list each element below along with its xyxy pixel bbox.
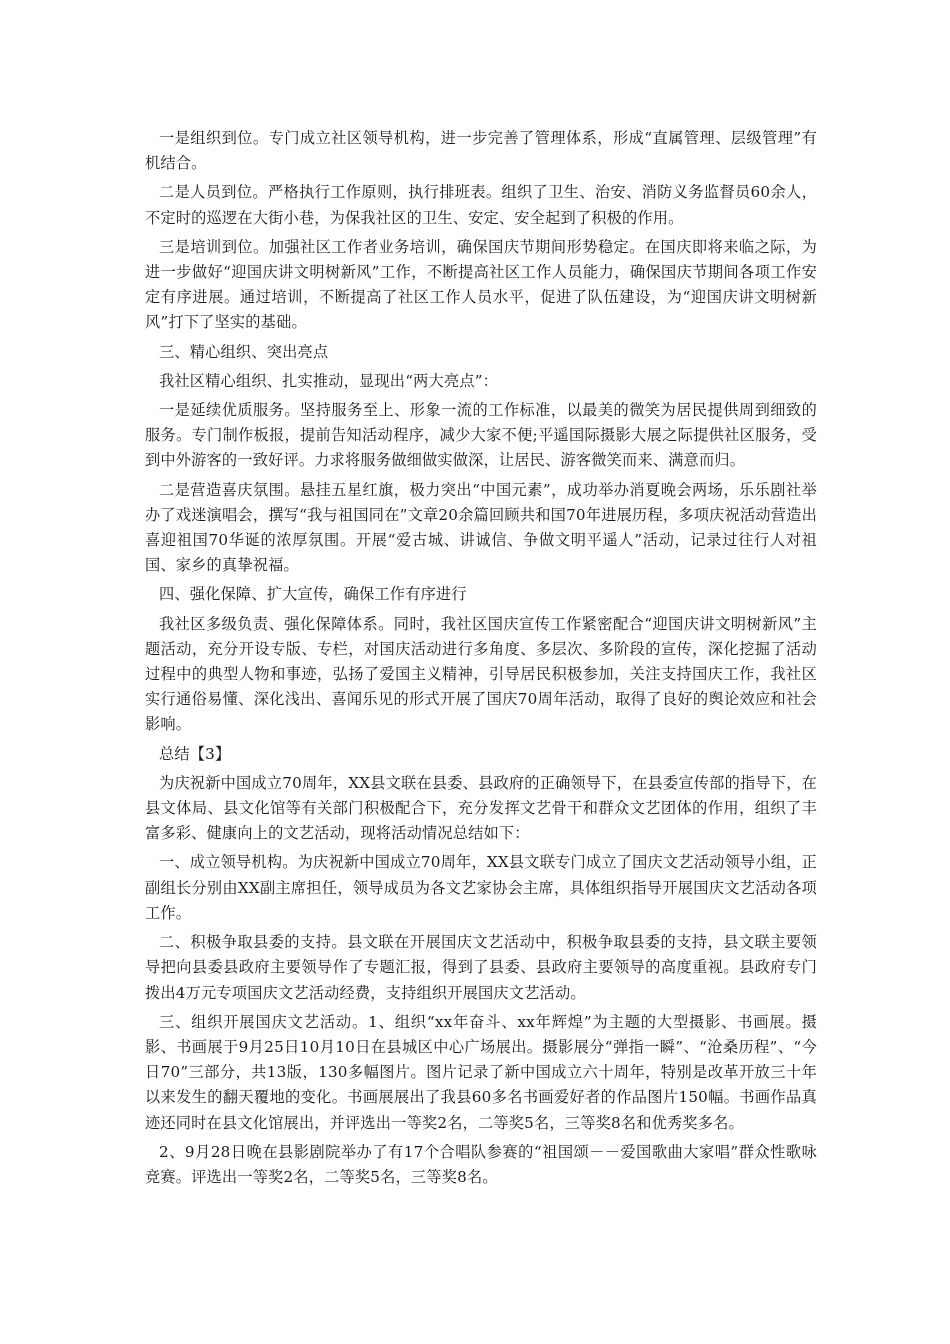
paragraph-leadership: 一、成立领导机构。为庆祝新中国成立70周年，XX县文联专门成立了国庆文艺活动领导小组，正副组长分别由XX副主席担任，领导成员为各文艺家协会主席，具体组织指导开展国庆文艺活动各项工作。 bbox=[145, 853, 817, 922]
section-heading-4: 四、强化保障、扩大宣传，确保工作有序进行 bbox=[159, 585, 467, 604]
summary-heading: 总结【3】 bbox=[159, 744, 231, 763]
paragraph-festive-atmosphere: 二是营造喜庆氛围。悬挂五星红旗，极力突出“中国元素”，成功举办消夏晚会两场，乐乐剧社举办了戏迷演唱会，撰写“我与祖国同在”文章20余篇回顾共和国70年进展历程，多项庆祝活动营造出喜迎祖国70华诞的浓厚氛围。开展“爱古城、讲诚信、争做文明平遥人”活动，记录过往行人对祖国、家乡的真挚祝福。 bbox=[145, 480, 817, 575]
section-heading-3: 三、精心组织、突出亮点 bbox=[159, 342, 329, 361]
paragraph-county-support: 二、积极争取县委的支持。县文联在开展国庆文艺活动中，积极争取县委的支持，县文联主要领导把向县委县政府主要领导作了专题汇报，得到了县委、县政府主要领导的高度重视。县政府专门拨出4万元专项国庆文艺活动经费，支持组织开展国庆文艺活动。 bbox=[145, 933, 817, 1002]
paragraph-art-activities: 三、组织开展国庆文艺活动。1、组织“xx年奋斗、xx年辉煌”为主题的大型摄影、书画展。摄影、书画展于9月25日10月10日在县城区中心广场展出。摄影展分“弹指一瞬”、“沧桑历程”、“今日70”三部分，共13版，130多幅图片。图片记录了新中国成立六十周年，特别是改革开放三十年以来发生的翻天覆地的变化。书画展展出了我县60多名书画爱好者的作品图片150幅。书画作品真迹还同时在县文化馆展出，并评选出一等奖2名，二等奖5名，三等奖8名和优秀奖多名。 bbox=[145, 1012, 817, 1132]
paragraph-training: 三是培训到位。加强社区工作者业务培训，确保国庆节期间形势稳定。在国庆即将来临之际，为进一步做好“迎国庆讲文明树新风”工作，不断提高社区工作人员能力，确保国庆节期间各项工作安定有序进展。通过培训，不断提高了社区工作人员水平，促进了队伍建设，为“迎国庆讲文明树新风”打下了坚实的基础。 bbox=[145, 237, 817, 332]
paragraph-publicity: 我社区多级负责、强化保障体系。同时，我社区国庆宣传工作紧密配合“迎国庆讲文明树新风”主题活动，充分开设专版、专栏，对国庆活动进行多角度、多层次、多阶段的宣传，深化挖掘了活动过程中的典型人物和事迹，弘扬了爱国主义精神，引导居民积极参加，关注支持国庆工作，我社区实行通俗易懂、深化浅出、喜闻乐见的形式开展了国庆70周年活动，取得了良好的舆论效应和社会影响。 bbox=[145, 614, 817, 734]
paragraph-quality-service: 一是延续优质服务。坚持服务至上、形象一流的工作标准，以最美的微笑为居民提供周到细致的服务。专门制作板报，提前告知活动程序，减少大家不便;平遥国际摄影大展之际提供社区服务，受到中外游客的一致好评。力求将服务做细做实做深，让居民、游客微笑而来、满意而归。 bbox=[145, 401, 817, 470]
paragraph-personnel: 二是人员到位。严格执行工作原则，执行排班表。组织了卫生、治安、消防义务监督员60余人，不定时的巡逻在大街小巷，为保我社区的卫生、安定、安全起到了积极的作用。 bbox=[145, 183, 817, 227]
document-body bbox=[145, 126, 817, 1194]
paragraph-singing-contest: 2、9月28日晚在县影剧院举办了有17个合唱队参赛的“祖国颂－－爱国歌曲大家唱”群众性歌咏竞赛。评选出一等奖2名，二等奖5名，三等奖8名。 bbox=[145, 1142, 817, 1186]
paragraph-organization: 一是组织到位。专门成立社区领导机构，进一步完善了管理体系，形成“直属管理、层级管理”有机结合。 bbox=[145, 129, 817, 173]
paragraph-summary-intro: 为庆祝新中国成立70周年，XX县文联在县委、县政府的正确领导下，在县委宣传部的指导下，在县文体局、县文化馆等有关部门积极配合下，充分发挥文艺骨干和群众文艺团体的作用，组织了丰富多彩、健康向上的文艺活动，现将活动情况总结如下： bbox=[145, 773, 817, 843]
paragraph-highlights-intro: 我社区精心组织、扎实推动，显现出“两大亮点”： bbox=[159, 371, 499, 390]
